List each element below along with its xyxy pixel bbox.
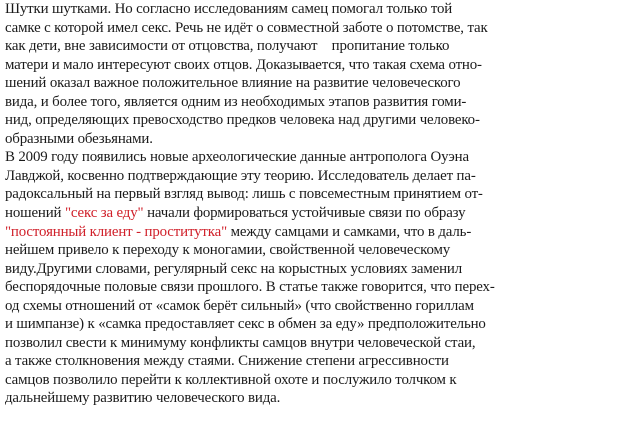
text-line — [5, 297, 609, 316]
text-line — [5, 130, 609, 149]
text-segment: В 2009 году появились новые археологические данные антрополога Оуэна — [5, 149, 469, 166]
text-segment: самцов позволило перейти к коллективной охоте и послужило толчком к — [5, 371, 457, 388]
text-segment: радоксальный на первый взгляд вывод: лишь с повсеместным принятием от- — [5, 186, 483, 203]
text-segment: и шимпанзе) к «самка предоставляет секс в обмен за еду» предположительно — [5, 316, 486, 333]
text-line — [5, 204, 609, 223]
text-segment: матери и мало интересуют своих отцов. Доказывается, что такая схема отно- — [5, 56, 482, 73]
text-segment: ношений — [5, 205, 65, 222]
text-line — [5, 278, 609, 297]
text-segment: од схемы отношений от «самок берёт сильный» (что свойственно гориллам — [5, 297, 474, 314]
text-segment: Шутки шутками. Но согласно исследованиям самец помогал только той — [5, 1, 453, 17]
text-segment: вида, и более того, является одним из необходимых этапов развития гоми- — [5, 93, 467, 110]
text-line — [5, 19, 609, 38]
text-line — [5, 389, 609, 408]
document-page — [5, 0, 617, 444]
text-segment: Лавджой, косвенно подтверждающие эту теорию. Исследователь делает па- — [5, 167, 476, 184]
text-line — [5, 93, 609, 112]
text-line — [5, 223, 609, 242]
text-line — [5, 167, 609, 186]
text-line — [5, 0, 609, 19]
text-segment: как дети, вне зависимости от отцовства, получают пропитание только — [5, 38, 450, 55]
text-line — [5, 260, 609, 279]
text-line — [5, 241, 609, 260]
text-segment: шений оказал важное положительное влияние на развитие человеческого — [5, 75, 461, 92]
text-segment: дальнейшему развитию человеческого вида. — [5, 390, 281, 407]
text-line — [5, 148, 609, 167]
text-line — [5, 74, 609, 93]
highlighted-quote: "постоянный клиент - проститутка" — [5, 223, 228, 240]
text-segment: самке с которой имел секс. Речь не идёт о совместной заботе о потомстве, так — [5, 19, 488, 36]
text-segment: позволил свести к минимуму конфликты самцов внутри человеческой стаи, — [5, 334, 476, 351]
text-line — [5, 315, 609, 334]
text-line — [5, 371, 609, 390]
text-line — [5, 352, 609, 371]
text-segment: образными обезьянами. — [5, 130, 153, 147]
text-line — [5, 56, 609, 75]
text-segment: начали формироваться устойчивые связи по образу — [143, 205, 466, 222]
text-line — [5, 111, 609, 130]
highlighted-quote: "секс за еду" — [64, 205, 144, 222]
text-line — [5, 334, 609, 353]
text-segment: беспорядочные половые связи прошлого. В статье также говорится, что перех- — [5, 279, 495, 296]
text-segment: нид, определяющих превосходство предков человека над другими человеко- — [5, 112, 480, 129]
text-line — [5, 37, 609, 56]
text-segment: виду.Другими словами, регулярный секс на корыстных условиях заменил — [5, 260, 463, 277]
text-segment: между самцами и самками, что в даль- — [227, 223, 472, 240]
text-line — [5, 185, 609, 204]
text-segment: а также столкновения между стаями. Снижение степени агрессивности — [5, 353, 449, 370]
text-segment: нейшем привело к переходу к моногамии, свойственной человеческому — [5, 242, 451, 259]
